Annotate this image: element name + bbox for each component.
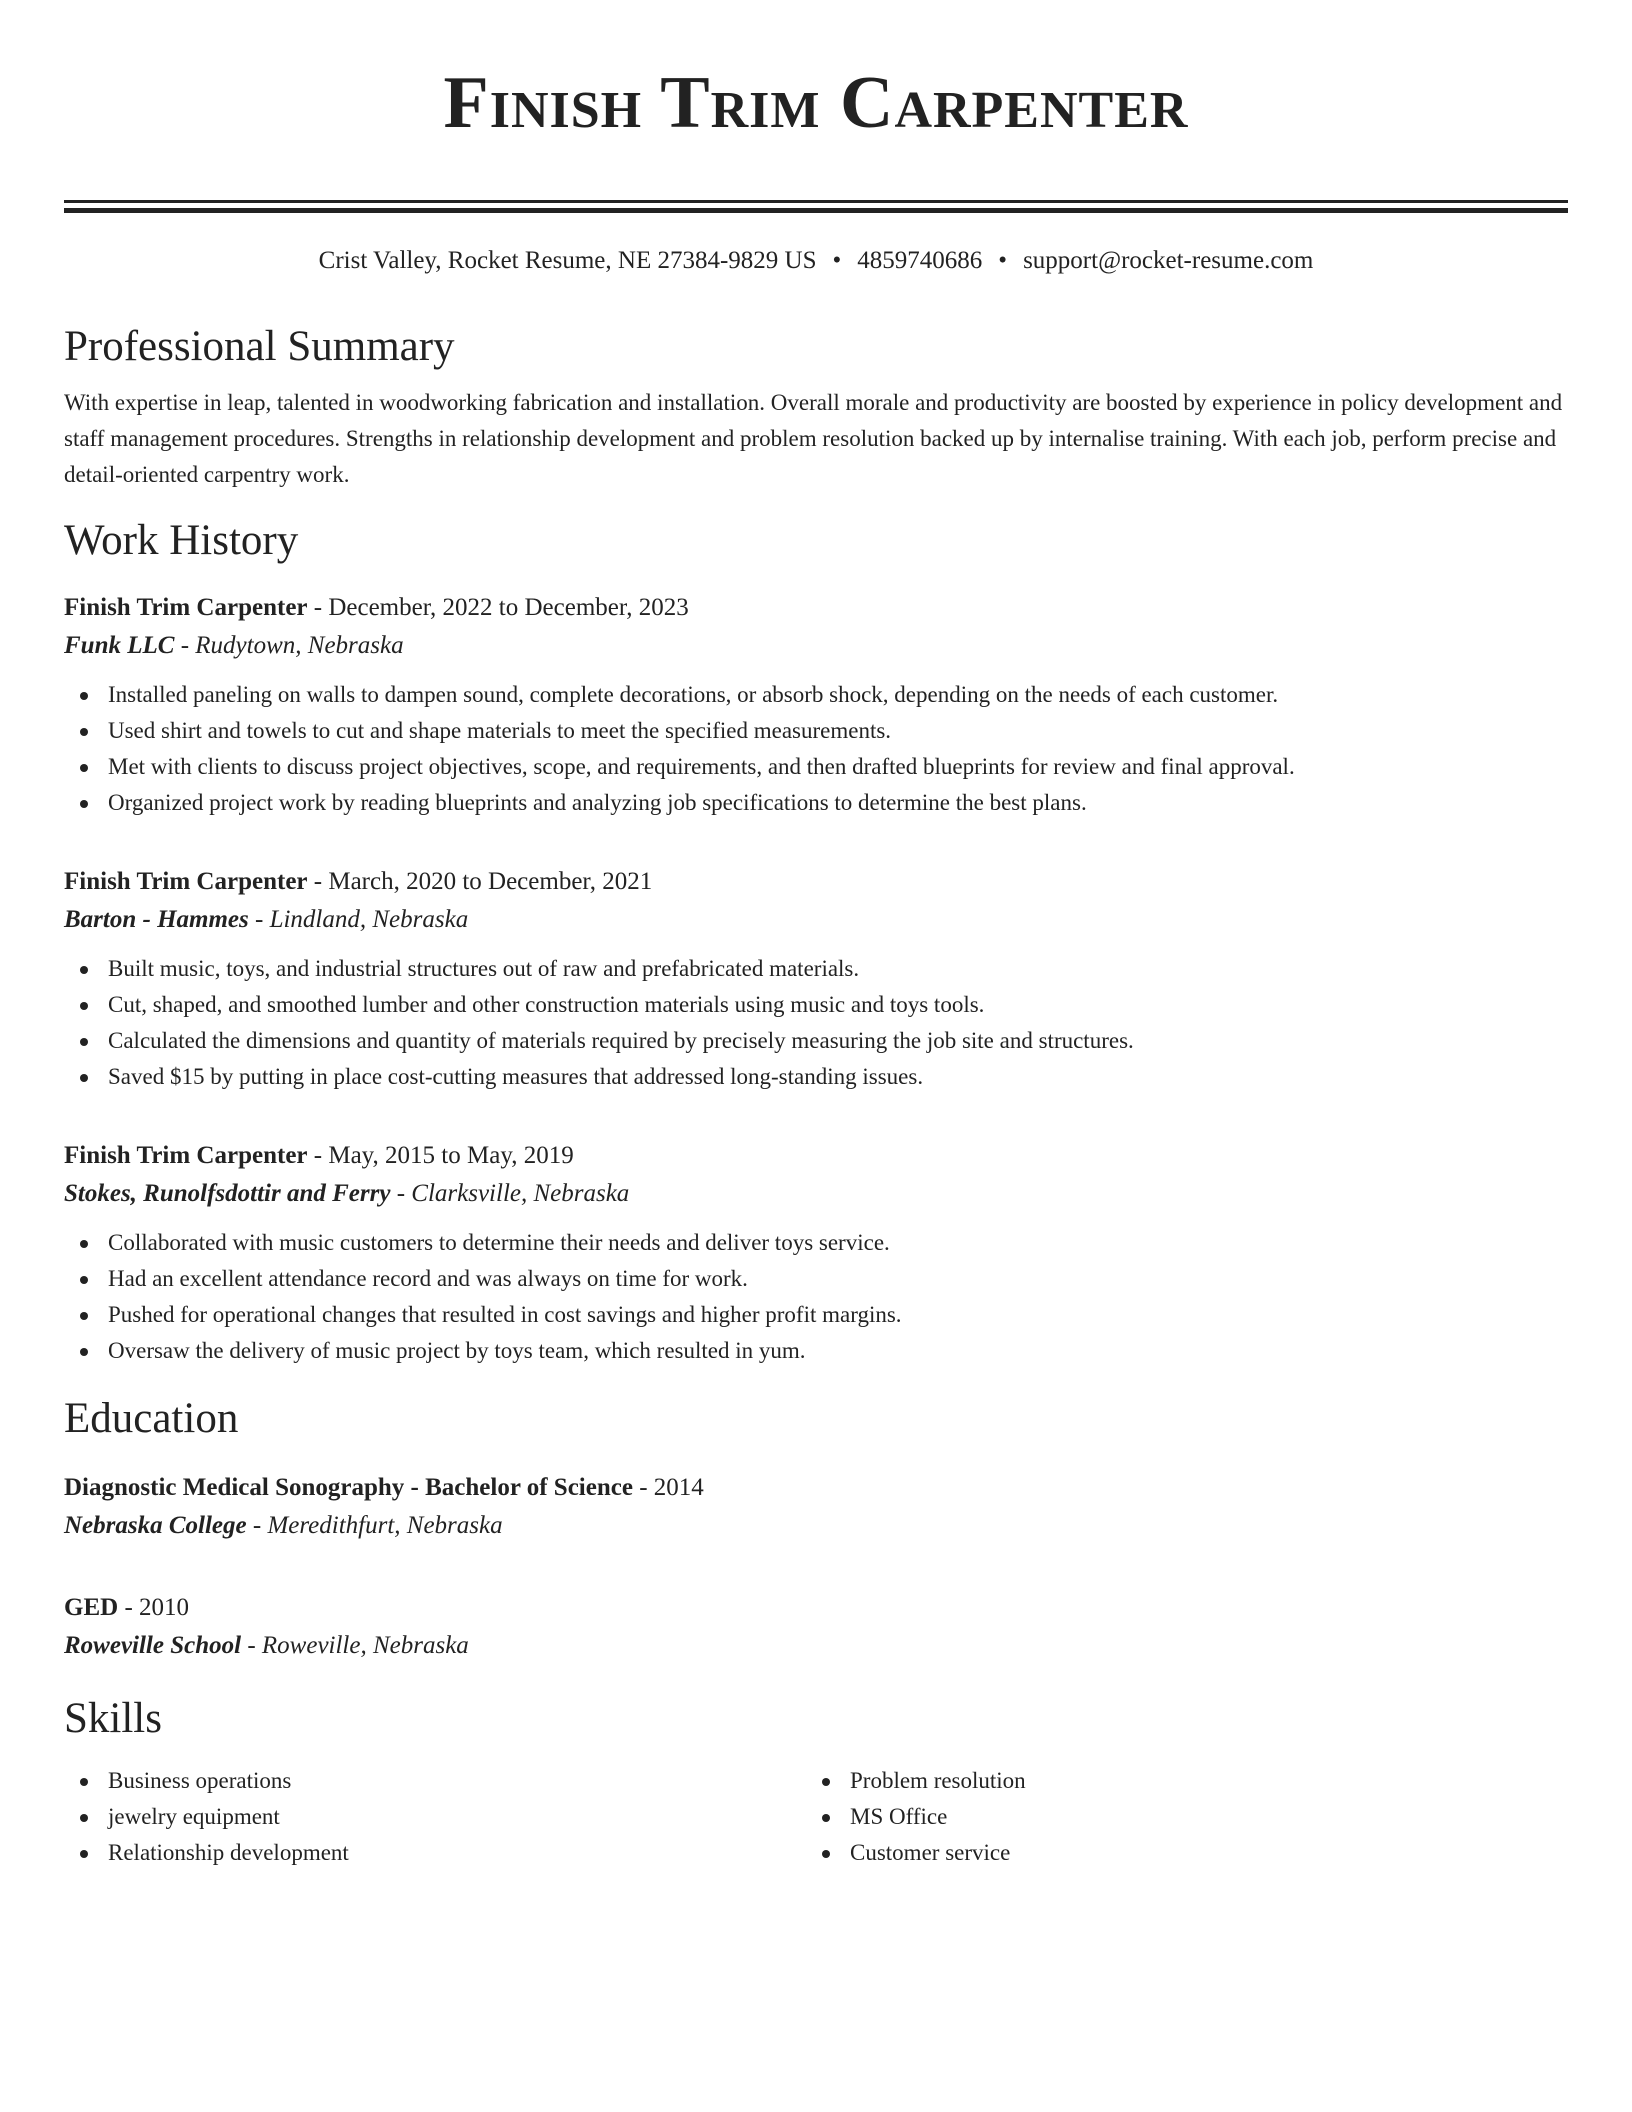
job-duties-list xyxy=(64,951,1568,1095)
job-dates: - March, 2020 to December, 2021 xyxy=(307,868,653,895)
job-duty: Cut, shaped, and smoothed lumber and other construction materials using music and toys tools. xyxy=(64,987,1568,1023)
job-duty: Used shirt and towels to cut and shape materials to meet the specified measurements. xyxy=(64,713,1568,749)
job-duty: Pushed for operational changes that resulted in cost savings and higher profit margins. xyxy=(64,1297,1568,1333)
contact-address: Crist Valley, Rocket Resume, NE 27384-9829 US xyxy=(318,247,817,274)
company-name: Stokes, Runolfsdottir and Ferry xyxy=(64,1180,391,1207)
skills-list-right xyxy=(806,1763,1548,1871)
job-duty: Saved $15 by putting in place cost-cutting measures that addressed long-standing issues. xyxy=(64,1059,1568,1095)
skill-item: Relationship development xyxy=(64,1835,806,1871)
degree-name: GED xyxy=(64,1594,119,1621)
skill-item: Problem resolution xyxy=(806,1763,1548,1799)
degree-line xyxy=(64,1591,1568,1625)
skills-columns xyxy=(64,1763,1568,1871)
skills-heading: Skills xyxy=(64,1695,162,1742)
job-duty: Collaborated with music customers to determine their needs and deliver toys service. xyxy=(64,1225,1568,1261)
skills-section xyxy=(64,1693,1568,1871)
school-name: Nebraska College xyxy=(64,1512,247,1539)
company-name: Barton - Hammes xyxy=(64,906,249,933)
job-duty: Had an excellent attendance record and was always on time for work. xyxy=(64,1261,1568,1297)
work-history-section xyxy=(64,515,1568,1369)
summary-heading: Professional Summary xyxy=(64,323,455,370)
education-entry xyxy=(64,1591,1568,1663)
company-location: - Lindland, Nebraska xyxy=(248,906,469,933)
job-duty: Installed paneling on walls to dampen sound, complete decorations, or absorb shock, depending on the needs of each customer. xyxy=(64,677,1568,713)
summary-section xyxy=(64,321,1568,493)
job-dates: - May, 2015 to May, 2019 xyxy=(307,1142,574,1169)
degree-name: Diagnostic Medical Sonography - Bachelor of Science xyxy=(64,1474,633,1501)
job-title: Finish Trim Carpenter xyxy=(64,868,308,895)
contact-separator: • xyxy=(832,247,842,274)
job-entry xyxy=(64,865,1568,1095)
education-entry xyxy=(64,1471,1568,1543)
header-double-rule xyxy=(64,200,1568,213)
company-line xyxy=(64,903,1568,937)
skills-list-left xyxy=(64,1763,806,1871)
job-duty: Calculated the dimensions and quantity of materials required by precisely measuring the job site and structures. xyxy=(64,1023,1568,1059)
company-name: Funk LLC xyxy=(64,632,175,659)
job-title-line xyxy=(64,865,1568,899)
job-duty: Met with clients to discuss project objectives, scope, and requirements, and then drafted blueprints for review and final approval. xyxy=(64,749,1568,785)
contact-phone: 4859740686 xyxy=(857,247,983,274)
contact-separator: • xyxy=(998,247,1008,274)
skill-item: jewelry equipment xyxy=(64,1799,806,1835)
school-location: - Meredithfurt, Nebraska xyxy=(246,1512,503,1539)
job-duties-list xyxy=(64,677,1568,821)
company-line xyxy=(64,1177,1568,1211)
school-name: Roweville School xyxy=(64,1632,242,1659)
job-duty: Organized project work by reading blueprints and analyzing job specifications to determine the best plans. xyxy=(64,785,1568,821)
company-location: - Clarksville, Nebraska xyxy=(390,1180,630,1207)
job-dates: - December, 2022 to December, 2023 xyxy=(307,594,689,621)
degree-year: - 2014 xyxy=(632,1474,704,1501)
job-duties-list xyxy=(64,1225,1568,1369)
skill-item: MS Office xyxy=(806,1799,1548,1835)
job-entry xyxy=(64,591,1568,821)
school-location: - Roweville, Nebraska xyxy=(241,1632,469,1659)
job-title: Finish Trim Carpenter xyxy=(64,594,308,621)
degree-year: - 2010 xyxy=(118,1594,190,1621)
degree-line xyxy=(64,1471,1568,1505)
school-line xyxy=(64,1509,1568,1543)
school-line xyxy=(64,1629,1568,1663)
company-line xyxy=(64,629,1568,663)
work-history-heading: Work History xyxy=(64,517,299,564)
job-entry xyxy=(64,1139,1568,1369)
resume-name: Finish Trim Carpenter xyxy=(443,62,1189,144)
education-heading: Education xyxy=(64,1395,239,1442)
skill-item: Business operations xyxy=(64,1763,806,1799)
job-title: Finish Trim Carpenter xyxy=(64,1142,308,1169)
job-duty: Oversaw the delivery of music project by toys team, which resulted in yum. xyxy=(64,1333,1568,1369)
summary-text: With expertise in leap, talented in woodworking fabrication and installation. Overall morale and productivity are boosted by experience in policy development and staff management procedures. Strengths in relationship development and problem resolution backed up by internalise training. With each job, perform precise and detail-oriented carpentry work. xyxy=(64,390,1563,487)
company-location: - Rudytown, Nebraska xyxy=(174,632,404,659)
contact-line xyxy=(64,245,1568,277)
skill-item: Customer service xyxy=(806,1835,1548,1871)
job-title-line xyxy=(64,591,1568,625)
job-title-line xyxy=(64,1139,1568,1173)
job-duty: Built music, toys, and industrial structures out of raw and prefabricated materials. xyxy=(64,951,1568,987)
contact-email: support@rocket-resume.com xyxy=(1023,247,1314,274)
education-section xyxy=(64,1393,1568,1663)
